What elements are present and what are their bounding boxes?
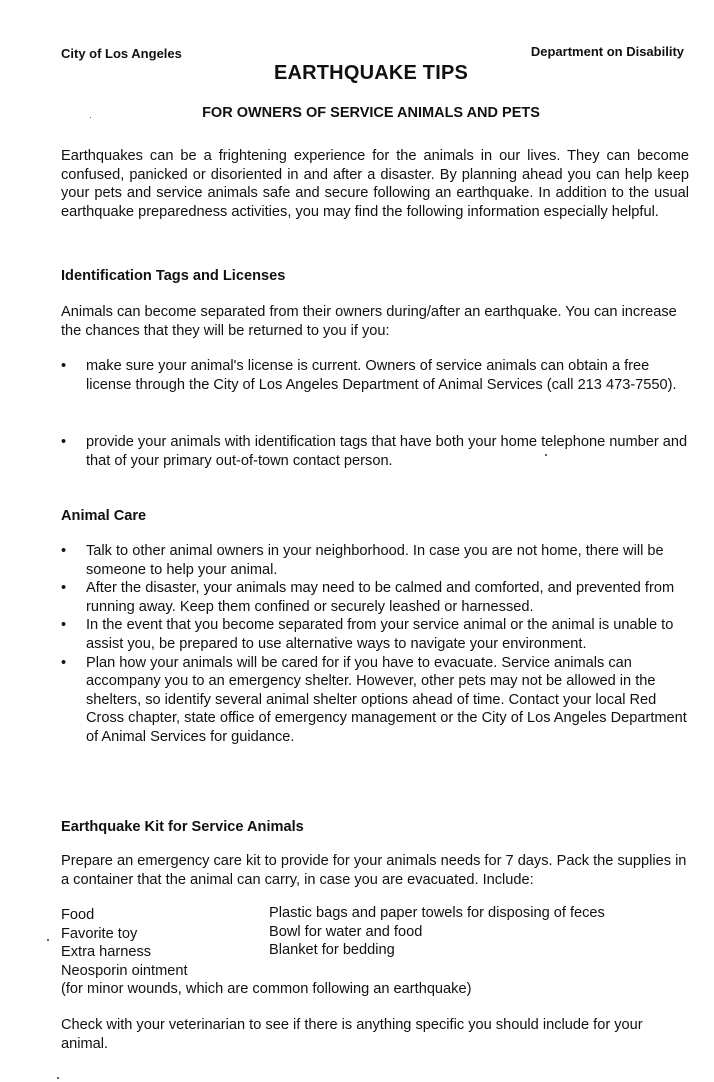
header-department: Department on Disability	[530, 44, 684, 59]
kit-items-column-1	[61, 906, 261, 980]
section-heading-earthquake-kit: Earthquake Kit for Service Animals	[61, 819, 304, 835]
page-subtitle: FOR OWNERS OF SERVICE ANIMALS AND PETS	[202, 105, 540, 121]
closing-paragraph: Check with your veterinarian to see if there is anything specific you should include for your animal.	[61, 1017, 643, 1052]
scan-speck	[57, 1077, 59, 1079]
intro-paragraph: Earthquakes can be a frightening experience for the animals in our lives. They can become confused, panicked or disoriented in and after a disaster. By planning ahead you can help keep your pets and service animals safe and secure following an earthquake. In addition to the usual earthquake preparedness activities, you may find the following information especially helpful.	[61, 148, 689, 220]
animal-care-bullet-list	[61, 542, 689, 747]
list-item: Food	[61, 907, 95, 923]
list-item: Favorite toy	[61, 925, 138, 942]
page-title: EARTHQUAKE TIPS	[273, 62, 469, 84]
list-item: • Talk to other animal owners in your neighborhood. In case you are not home, there will be someone to help your animal.	[61, 542, 689, 579]
list-item: • After the disaster, your animals may need to be calmed and comforted, and prevented from running away. Keep them confined or securely leashed or harnessed.	[61, 579, 689, 616]
section-heading-animal-care: Animal Care	[61, 508, 147, 524]
kit-intro: Prepare an emergency care kit to provide for your animals needs for 7 days. Pack the supplies in a container that the animal can carry, in case you are evacuated. Include:	[61, 853, 687, 888]
header-organization: City of Los Angeles	[61, 46, 182, 61]
list-item: • make sure your animal's license is current. Owners of service animals can obtain a free license through the City of Los Angeles Department of Animal Services (call 213 473-7550).	[61, 357, 689, 394]
list-item: Bowl for water and food	[269, 923, 423, 940]
list-item: Neosporin ointment	[61, 962, 188, 979]
scan-speck	[545, 454, 547, 456]
scan-speck	[90, 117, 91, 118]
list-item: Blanket for bedding	[269, 942, 395, 959]
list-item: • provide your animals with identification tags that have both your home telephone number and that of your primary out-of-town contact person.	[61, 433, 689, 470]
section-heading-identification: Identification Tags and Licenses	[61, 268, 286, 284]
list-item: • In the event that you become separated from your service animal or the animal is unable to assist you, be prepared to use alternative ways to navigate your environment.	[61, 616, 689, 653]
kit-items-column-2	[269, 904, 689, 960]
identification-intro: Animals can become separated from their owners during/after an earthquake. You can increase the chances that they will be returned to you if you:	[61, 304, 677, 339]
list-item: Extra harness	[61, 944, 152, 961]
list-item: Plastic bags and paper towels for disposing of feces	[269, 905, 605, 921]
kit-note: (for minor wounds, which are common following an earthquake)	[61, 981, 472, 997]
list-item: • Plan how your animals will be cared for if you have to evacuate. Service animals can accompany you to an emergency shelter. However, other pets may not be allowed in the shelters, so identify several animal shelter options ahead of time. Contact your local Red Cross chapter, state office of emergency management or the City of Los Angeles Department of Animal Services for guidance.	[61, 654, 689, 747]
scan-speck	[47, 939, 49, 941]
